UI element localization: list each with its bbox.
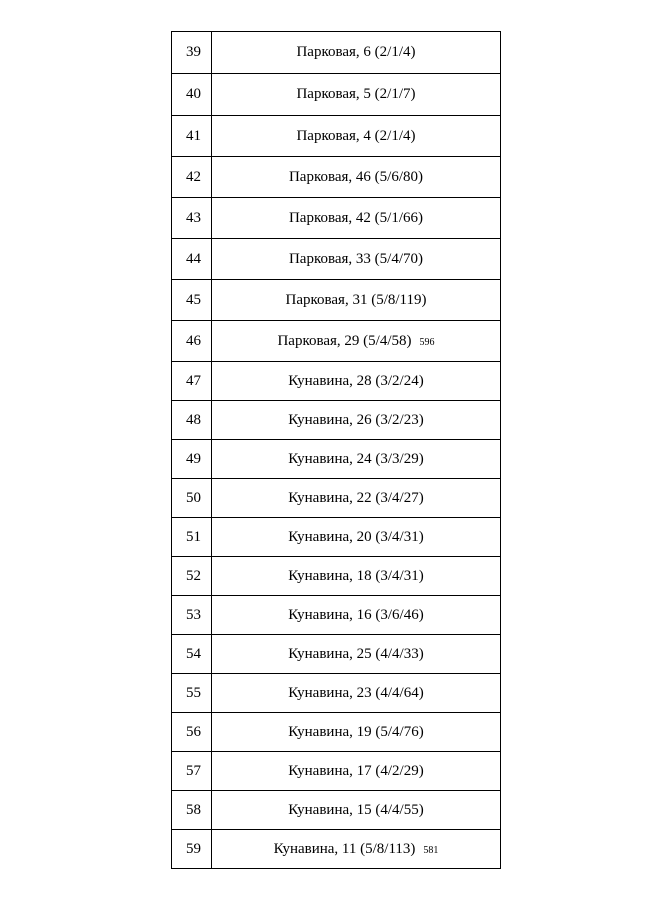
table-row [172, 674, 501, 713]
table-row [172, 830, 501, 869]
address-cell [212, 557, 501, 596]
table-row [172, 791, 501, 830]
table-row [172, 198, 501, 239]
row-number-cell: 58 [172, 791, 212, 830]
row-number-cell: 57 [172, 752, 212, 791]
table-row [172, 518, 501, 557]
row-number-cell: 46 [172, 321, 212, 362]
address-text: Парковая, 6 (2/1/4) [296, 44, 416, 60]
row-number-cell: 43 [172, 198, 212, 239]
table-row [172, 239, 501, 280]
address-cell [212, 32, 501, 74]
address-table-body [172, 32, 501, 869]
table-row [172, 752, 501, 791]
address-text: Кунавина, 11 (5/8/113) [273, 840, 416, 857]
table-row [172, 321, 501, 362]
address-cell [212, 116, 501, 157]
address-text: Кунавина, 16 (3/6/46) [288, 606, 424, 623]
address-text: Парковая, 31 (5/8/119) [285, 291, 427, 308]
address-cell [212, 401, 501, 440]
address-cell [212, 791, 501, 830]
row-number-cell: 40 [172, 74, 212, 116]
table-row [172, 635, 501, 674]
address-text: Кунавина, 18 (3/4/31) [288, 567, 424, 584]
row-number-cell: 44 [172, 239, 212, 280]
margin-note: 596 [419, 336, 435, 348]
address-text: Парковая, 42 (5/1/66) [288, 209, 424, 226]
row-number-cell: 49 [172, 440, 212, 479]
address-text: Парковая, 5 (2/1/7) [296, 86, 416, 102]
address-cell [212, 440, 501, 479]
row-number-cell: 54 [172, 635, 212, 674]
address-text: Кунавина, 22 (3/4/27) [288, 489, 424, 506]
row-number-cell: 51 [172, 518, 212, 557]
address-text: Кунавина, 15 (4/4/55) [288, 801, 424, 818]
address-cell [212, 198, 501, 239]
row-number-cell: 39 [172, 32, 212, 74]
row-number-cell: 42 [172, 157, 212, 198]
address-text: Парковая, 4 (2/1/4) [296, 127, 416, 144]
table-row [172, 713, 501, 752]
row-number-cell: 55 [172, 674, 212, 713]
address-text: Кунавина, 19 (5/4/76) [288, 723, 424, 740]
address-text: Кунавина, 23 (4/4/64) [288, 684, 424, 701]
address-cell [212, 635, 501, 674]
table-row [172, 280, 501, 321]
address-table [171, 31, 501, 869]
table-row [172, 401, 501, 440]
address-text: Парковая, 29 (5/4/58) [277, 332, 412, 349]
address-text: Кунавина, 17 (4/2/29) [288, 762, 424, 779]
table-row [172, 32, 501, 74]
margin-note: 581 [423, 844, 439, 856]
table-row [172, 116, 501, 157]
address-cell [212, 674, 501, 713]
address-cell [212, 596, 501, 635]
address-cell [212, 752, 501, 791]
address-cell [212, 362, 501, 401]
row-number-cell: 41 [172, 116, 212, 157]
row-number-cell: 50 [172, 479, 212, 518]
address-text: Кунавина, 24 (3/3/29) [288, 450, 424, 467]
table-row [172, 479, 501, 518]
address-cell [212, 518, 501, 557]
row-number-cell: 59 [172, 830, 212, 869]
table-row [172, 74, 501, 116]
row-number-cell: 52 [172, 557, 212, 596]
address-text: Кунавина, 25 (4/4/33) [288, 645, 424, 662]
row-number-cell: 48 [172, 401, 212, 440]
address-text: Кунавина, 20 (3/4/31) [288, 528, 424, 545]
address-cell [212, 157, 501, 198]
row-number-cell: 47 [172, 362, 212, 401]
table-row [172, 596, 501, 635]
row-number-cell: 56 [172, 713, 212, 752]
row-number-cell: 53 [172, 596, 212, 635]
address-cell [212, 713, 501, 752]
address-cell [212, 479, 501, 518]
address-cell [212, 321, 501, 362]
table-row [172, 557, 501, 596]
table-row [172, 362, 501, 401]
address-cell [212, 239, 501, 280]
address-cell [212, 280, 501, 321]
table-row [172, 440, 501, 479]
address-cell [212, 830, 501, 869]
row-number-cell: 45 [172, 280, 212, 321]
table-row [172, 157, 501, 198]
address-cell [212, 74, 501, 116]
address-text: Кунавина, 26 (3/2/23) [288, 411, 424, 428]
address-text: Парковая, 33 (5/4/70) [288, 250, 424, 267]
address-text: Парковая, 46 (5/6/80) [288, 168, 424, 185]
address-text: Кунавина, 28 (3/2/24) [288, 372, 424, 389]
